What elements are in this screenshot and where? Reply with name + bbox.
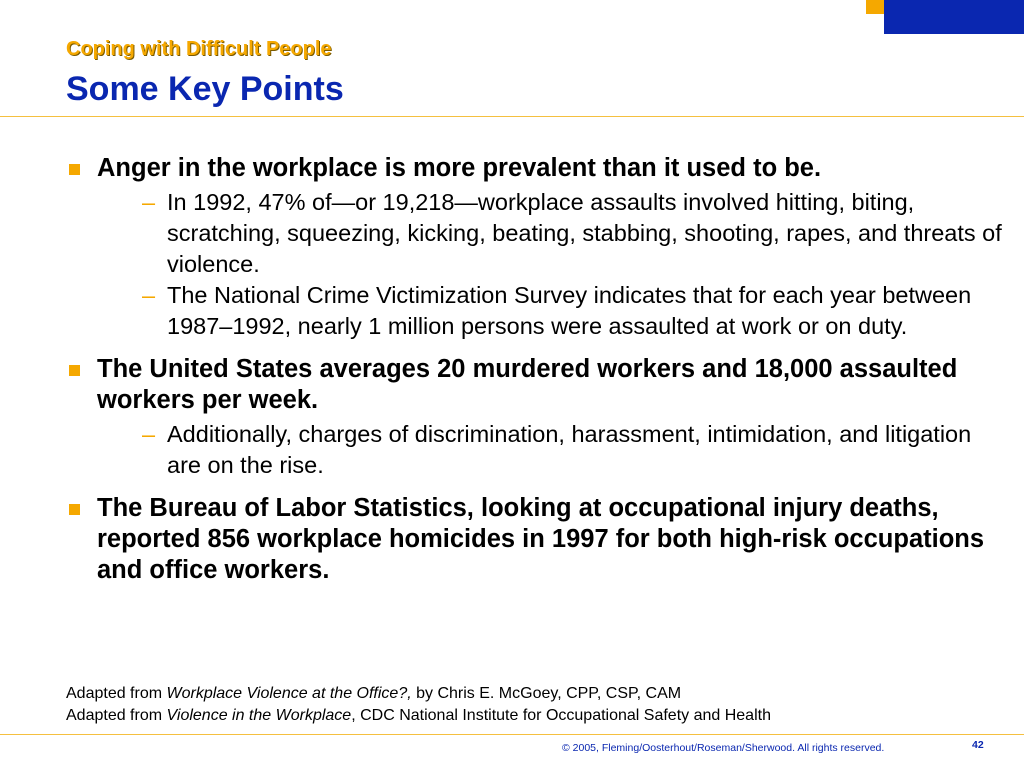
source-work-title: Violence in the Workplace [166, 707, 352, 724]
sub-bullet-list [97, 187, 1006, 342]
source-line [66, 683, 771, 705]
sub-bullet-item [97, 280, 1006, 342]
footer-divider [0, 734, 1024, 735]
bullet-text: The Bureau of Labor Statistics, looking at occupational injury deaths, reported 856 workplace homicides in 1997 for both high-risk occupations and office workers. [97, 494, 985, 584]
corner-accent-orange [866, 0, 884, 14]
slide-title: Some Key Points [66, 70, 344, 108]
source-prefix: Adapted from [66, 685, 167, 702]
sub-bullet-item [97, 419, 1006, 481]
header-divider [0, 116, 1024, 117]
dash-bullet-icon: – [142, 282, 156, 308]
source-citations [66, 683, 771, 727]
corner-accent-blue [884, 0, 1024, 34]
sub-bullet-text: In 1992, 47% of—or 19,218—workplace assaults involved hitting, biting, scratching, squeezing, kicking, beating, stabbing, shooting, rapes, and threats of violence. [167, 189, 1002, 277]
bullet-item [66, 153, 1006, 342]
sub-bullet-list [97, 419, 1006, 481]
bullet-item [66, 354, 1006, 481]
square-bullet-icon [69, 365, 80, 376]
square-bullet-icon [69, 164, 80, 175]
slide-subtitle: Coping with Difficult People [66, 38, 332, 60]
slide-body [66, 153, 1006, 586]
square-bullet-icon [69, 504, 80, 515]
dash-bullet-icon: – [142, 421, 156, 447]
source-line [66, 705, 771, 727]
sub-bullet-item [97, 187, 1006, 280]
bullet-text: The United States averages 20 murdered workers and 18,000 assaulted workers per week. [97, 355, 958, 414]
sub-bullet-text: The National Crime Victimization Survey indicates that for each year between 1987–1992, nearly 1 million persons were assaulted at work or on duty. [167, 282, 972, 339]
copyright-notice: © 2005, Fleming/Oosterhout/Roseman/Sherwood. All rights reserved. [562, 742, 885, 754]
sub-bullet-text: Additionally, charges of discrimination, harassment, intimidation, and litigation are on the rise. [167, 421, 972, 478]
bullet-item [66, 493, 1006, 586]
source-prefix: Adapted from [66, 707, 167, 724]
page-number: 42 [972, 739, 984, 751]
source-work-title: Workplace Violence at the Office?, [166, 685, 412, 702]
bullet-text: Anger in the workplace is more prevalent than it used to be. [97, 154, 822, 182]
dash-bullet-icon: – [142, 189, 156, 215]
source-suffix: by Chris E. McGoey, CPP, CSP, CAM [411, 685, 682, 702]
source-suffix: , CDC National Institute for Occupational Safety and Health [351, 707, 771, 724]
